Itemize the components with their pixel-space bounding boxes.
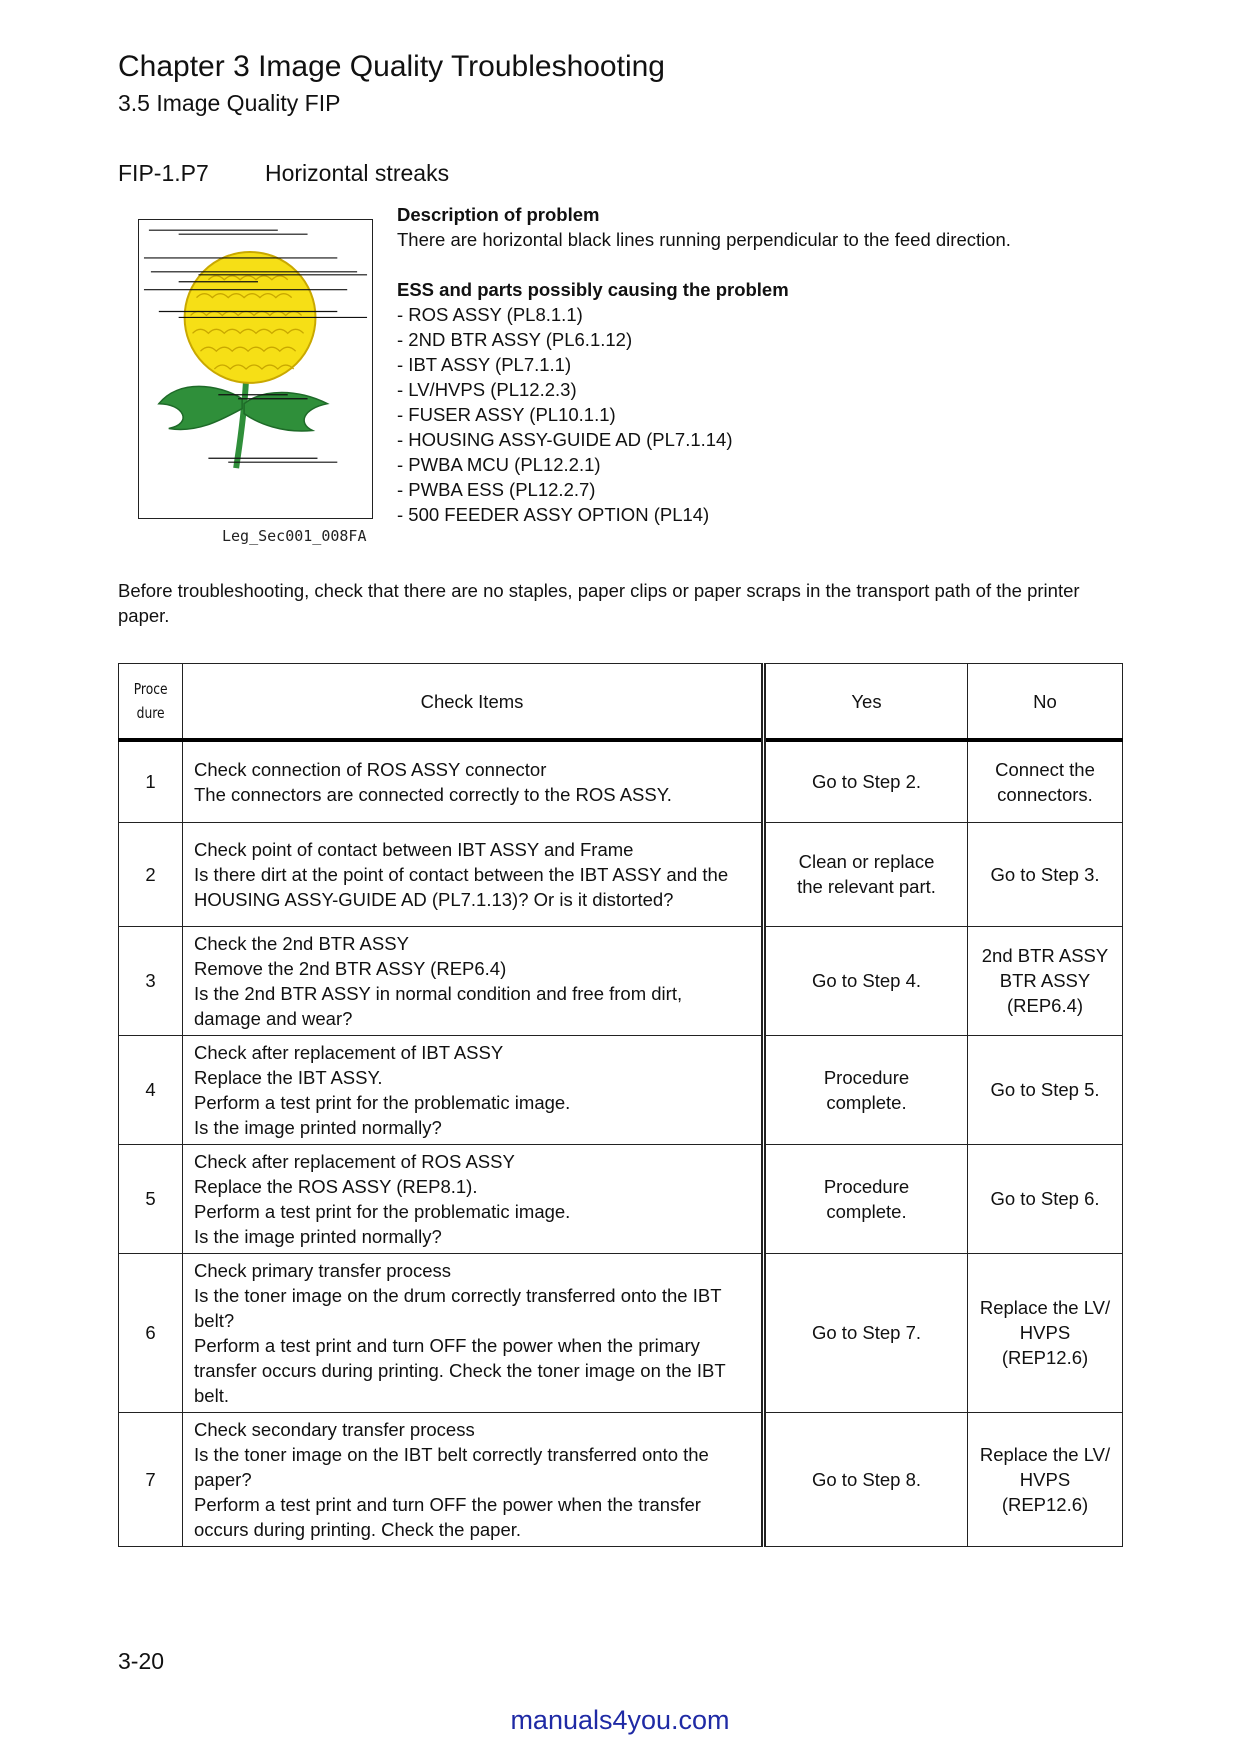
yes-action xyxy=(764,822,968,926)
check-item xyxy=(183,1253,764,1412)
no-header: No xyxy=(968,664,1123,741)
no-action xyxy=(968,1035,1123,1144)
yes-action xyxy=(764,1412,968,1546)
check-item-line: Check after replacement of ROS ASSY xyxy=(194,1150,515,1172)
flower-with-streaks-image xyxy=(139,220,372,518)
site-link[interactable]: manuals4you.com xyxy=(510,1705,730,1735)
check-item-line: Replace the ROS ASSY (REP8.1). xyxy=(194,1175,478,1197)
check-item xyxy=(183,1144,764,1253)
yes-action xyxy=(764,926,968,1035)
table-row xyxy=(119,1253,1123,1412)
yes-action-line: Go to Step 7. xyxy=(811,1322,921,1343)
yes-action-line: Clean or replace xyxy=(798,851,935,872)
no-action-line: HVPS (REP12.6) xyxy=(1001,1322,1089,1368)
step-number: 3 xyxy=(119,926,183,1035)
no-action xyxy=(968,926,1123,1035)
check-items-header: Check Items xyxy=(183,664,764,741)
no-action xyxy=(968,822,1123,926)
parts-list-item: - HOUSING ASSY-GUIDE AD (PL7.1.14) xyxy=(397,429,733,450)
check-item-line: Check point of contact between IBT ASSY and Frame xyxy=(194,838,634,860)
check-item xyxy=(183,1035,764,1144)
description-text: There are horizontal black lines running perpendicular to the feed direction. xyxy=(397,229,1011,250)
procedure-table xyxy=(118,663,1123,1547)
check-item-line: Check the 2nd BTR ASSY xyxy=(194,932,409,954)
pre-check-note: Before troubleshooting, check that there are no staples, paper clips or paper scraps in the transport path of the printer paper. xyxy=(118,580,1080,626)
no-action-line: Go to Step 5. xyxy=(990,1079,1100,1100)
description-heading: Description of problem xyxy=(397,204,600,225)
yes-action-line: Procedure xyxy=(823,1175,910,1197)
procedure-header: Proce dure xyxy=(119,664,183,741)
check-item-line: Is the 2nd BTR ASSY in normal condition and free from dirt, damage and wear? xyxy=(194,982,683,1029)
check-item-line: Replace the IBT ASSY. xyxy=(194,1066,383,1088)
no-action-line: Go to Step 6. xyxy=(990,1188,1100,1209)
no-action xyxy=(968,1144,1123,1253)
check-item-line: The connectors are connected correctly to the ROS ASSY. xyxy=(194,783,672,805)
parts-list-item: - PWBA ESS (PL12.2.7) xyxy=(397,479,596,500)
check-item xyxy=(183,1412,764,1546)
sample-print-figure xyxy=(138,219,373,519)
yes-action-line: Go to Step 2. xyxy=(811,771,921,793)
yes-action-line: the relevant part. xyxy=(797,876,936,897)
check-item xyxy=(183,822,764,926)
yes-action xyxy=(764,740,968,822)
yes-action-line: Procedure xyxy=(823,1066,910,1088)
table-header-row xyxy=(119,664,1123,741)
check-item-line: Check connection of ROS ASSY connector xyxy=(194,758,547,780)
parts-list-item: - PWBA MCU (PL12.2.1) xyxy=(397,454,601,475)
figure-caption: Leg_Sec001_008FA xyxy=(222,527,367,545)
check-item-line: Check primary transfer process xyxy=(194,1259,452,1281)
step-number: 7 xyxy=(119,1412,183,1546)
check-item-line: Perform a test print for the problematic image. xyxy=(194,1091,571,1113)
no-action xyxy=(968,1253,1123,1412)
yes-action xyxy=(764,1035,968,1144)
check-item-line: Perform a test print and turn OFF the power when the transfer occurs during printing. Check the paper. xyxy=(194,1493,701,1540)
no-action-line: Replace the LV/ xyxy=(979,1297,1111,1318)
step-number: 1 xyxy=(119,740,183,822)
table-row xyxy=(119,1412,1123,1546)
fip-code: FIP-1.P7 xyxy=(118,160,209,186)
check-item-line: Check secondary transfer process xyxy=(194,1418,475,1440)
check-item-line: Remove the 2nd BTR ASSY (REP6.4) xyxy=(194,957,507,979)
step-number: 2 xyxy=(119,822,183,926)
parts-list-item: - 500 FEEDER ASSY OPTION (PL14) xyxy=(397,504,710,525)
step-number: 4 xyxy=(119,1035,183,1144)
no-action-line: BTR ASSY xyxy=(999,970,1091,991)
parts-list-item: - ROS ASSY (PL8.1.1) xyxy=(397,304,583,325)
page-number: 3-20 xyxy=(118,1648,165,1674)
problem-description xyxy=(397,202,1011,527)
fip-title: Horizontal streaks xyxy=(265,160,450,186)
table-row xyxy=(119,926,1123,1035)
section-title: 3.5 Image Quality FIP xyxy=(118,90,341,116)
no-action-line: (REP6.4) xyxy=(1006,995,1084,1016)
table-row xyxy=(119,1035,1123,1144)
parts-list-item: - 2ND BTR ASSY (PL6.1.12) xyxy=(397,329,633,350)
step-number: 5 xyxy=(119,1144,183,1253)
check-item-line: Is the toner image on the drum correctly transferred onto the IBT belt? xyxy=(194,1284,722,1331)
chapter-title: Chapter 3 Image Quality Troubleshooting xyxy=(118,50,665,83)
no-action-line: Replace the LV/ xyxy=(979,1443,1111,1465)
stem xyxy=(236,379,246,468)
yes-action-line: Go to Step 4. xyxy=(811,970,921,991)
no-action-line: connectors. xyxy=(997,783,1093,805)
check-item-line: Perform a test print and turn OFF the power when the primary transfer occurs during printing. Check the toner image on the IBT belt. xyxy=(194,1334,726,1406)
parts-list-item: - IBT ASSY (PL7.1.1) xyxy=(397,354,572,375)
step-number: 6 xyxy=(119,1253,183,1412)
no-action xyxy=(968,740,1123,822)
check-item-line: Check after replacement of IBT ASSY xyxy=(194,1041,504,1063)
check-item-line: Is the image printed normally? xyxy=(194,1116,442,1138)
check-item xyxy=(183,740,764,822)
yes-header: Yes xyxy=(764,664,968,741)
table-row xyxy=(119,1144,1123,1253)
table-row xyxy=(119,822,1123,926)
check-item-line: Is the image printed normally? xyxy=(194,1225,442,1247)
no-action-line: HVPS (REP12.6) xyxy=(1001,1468,1089,1515)
yes-action-line: complete. xyxy=(826,1091,907,1113)
yes-action-line: Go to Step 8. xyxy=(811,1468,921,1490)
check-item-line: Perform a test print for the problematic image. xyxy=(194,1200,571,1222)
no-action-line: Connect the xyxy=(995,758,1095,780)
check-item-line: Is there dirt at the point of contact between the IBT ASSY and the HOUSING ASSY-GUIDE AD (PL7.1.13)? Or is it distorted? xyxy=(194,863,729,910)
check-item xyxy=(183,926,764,1035)
check-item-line: Is the toner image on the IBT belt correctly transferred onto the paper? xyxy=(194,1443,709,1490)
left-leaf xyxy=(159,386,242,429)
no-action-line: Go to Step 3. xyxy=(990,863,1100,885)
parts-list xyxy=(397,302,1011,527)
no-action-line: 2nd BTR ASSY xyxy=(981,945,1109,966)
parts-list-item: - LV/HVPS (PL12.2.3) xyxy=(397,379,577,400)
parts-heading: ESS and parts possibly causing the problem xyxy=(397,279,789,300)
yes-action xyxy=(764,1144,968,1253)
table-row xyxy=(119,740,1123,822)
yes-action xyxy=(764,1253,968,1412)
parts-list-item: - FUSER ASSY (PL10.1.1) xyxy=(397,404,616,425)
no-action xyxy=(968,1412,1123,1546)
yes-action-line: complete. xyxy=(826,1200,907,1222)
